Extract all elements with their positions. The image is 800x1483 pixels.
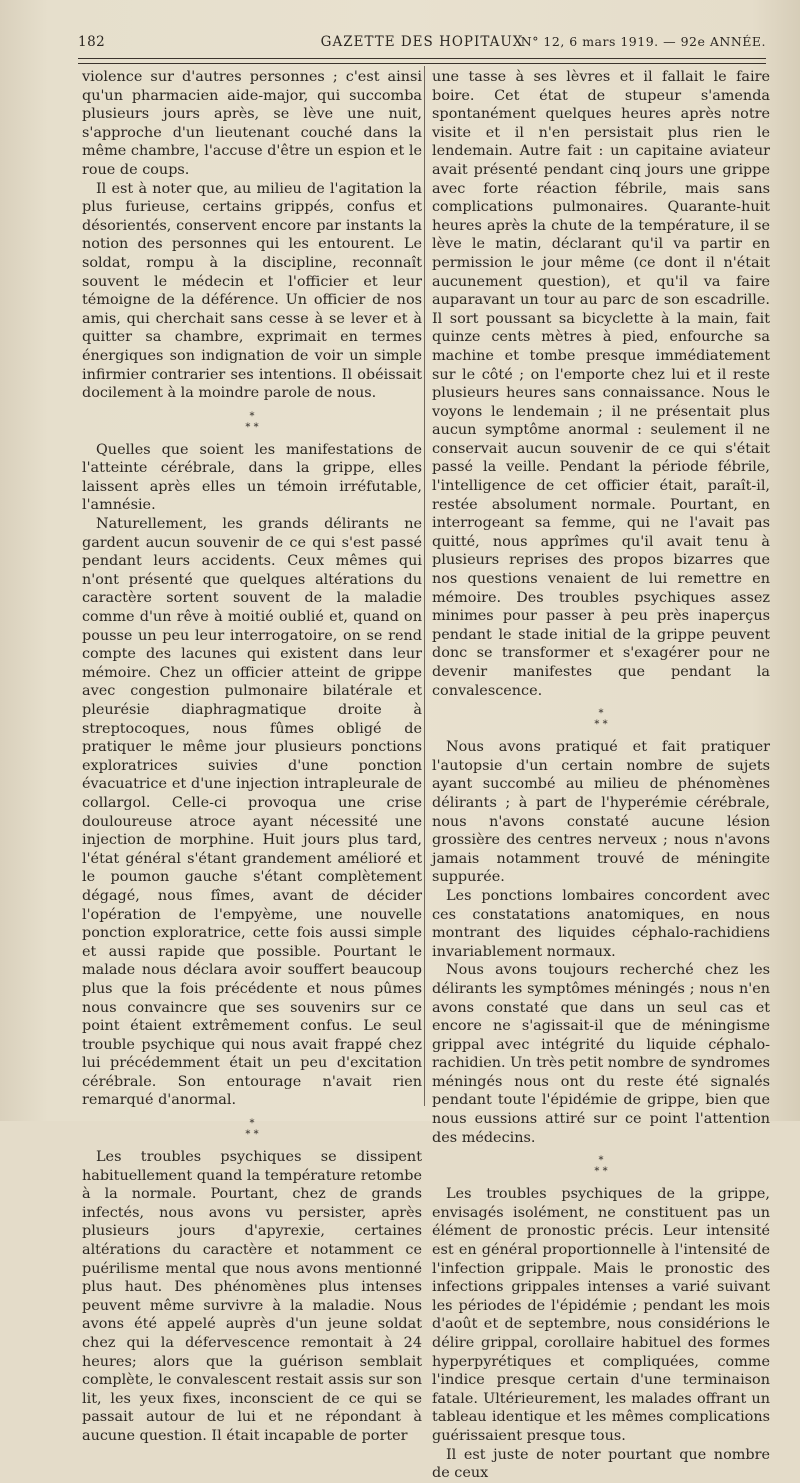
paragraph: une tasse à ses lèvres et il fallait le faire boire. Cet état de stupeur s'amenda spontanément quelques heures après notre visite et il n'en persistait plus rien le lendemain. Autre fait : un capitaine aviateur avait présenté pendant cinq jours une grippe avec forte réaction fébrile, mais sans complications pulmonaires. Quarante-huit heures après la chute de la température, il se lève le matin, déclarant qu'il va partir en permission le jour même (ce dont il n'était aucunement question), et qu'il va faire auparavant un tour au parc de son escadrille. Il sort poussant sa bicyclette à la main, fait quinze cents mètres à pied, enfourche sa machine et tombe presque immédiatement sur le côté ; on l'emporte chez lui et il reste plusieurs heures sans connaissance. Nous le voyons le lendemain ; il ne présentait plus aucun symptôme anormal : seulement il ne conservait aucun souvenir de ce qui s'était passé la veille. Pendant la période fébrile, l'intelligence de cet officier était, paraît-il, restée absolument normale. Pourtant, en interrogeant sa femme, qui ne l'avait pas quitté, nous apprîmes qu'il avait tenu à plusieurs reprises des propos bizarres que nos questions venaient de lui remettre en mémoire. Des troubles psychiques assez minimes pour passer à peu près inaperçus pendant le stade initial de la grippe peuvent donc se transformer et s'exagérer pour ne devenir manifestes que pendant la convalescence. xyxy=(432,69,770,699)
page-number: 182 xyxy=(78,34,106,50)
issue-info: N° 12, 6 mars 1919. — 92e ANNÉE. xyxy=(520,34,766,49)
paragraph: Naturellement, les grands délirants ne gardent aucun souvenir de ce qui s'est passé pendant leurs accidents. Ceux mêmes qui n'ont présenté que quelques altérations du caractère sortent souvent de la maladie comme d'un rêve à moitié oublié et, quand on pousse un peu leur interrogatoire, on se rend compte des lacunes qui existent dans leur mémoire. Chez un officier atteint de grippe avec congestion pulmonaire bilatérale et pleurésie diaphragmatique droite à streptocoques, nous fûmes obligé de pratiquer le même jour plusieurs ponctions exploratrices suivies d'une ponction évacuatrice et d'une injection intrapleurale de collargol. Celle-ci provoqua une crise douloureuse atroce ayant nécessité une injection de morphine. Huit jours plus tard, l'état général s'étant grandement amélioré et le poumon gauche s'étant complètement dégagé, nous fîmes, avant de décider l'opération de l'empyème, une nouvelle ponction exploratrice, cette fois aussi simple et aussi rapide que possible. Pourtant le malade nous déclara avoir souffert beaucoup plus que la fois précédente et nous pûmes nous convaincre que ses souvenirs sur ce point étaient extrêmement confus. Le seul trouble psychique qui nous avait frappé chez lui précédemment était un peu d'excitation cérébrale. Son entourage n'avait rien remarqué d'anormal. xyxy=(82,516,422,1109)
section-asterism: * * * xyxy=(245,1118,259,1141)
left-column xyxy=(82,68,422,1446)
paragraph: Quelles que soient les manifestations de l'atteinte cérébrale, dans la grippe, elles laissent après elles un témoin irréfutable, l'amnésie. xyxy=(82,441,422,514)
paragraph: Il est juste de noter pourtant que nombre de ceux xyxy=(432,1446,770,1482)
paragraph: Il est à noter que, au milieu de l'agitation la plus furieuse, certains grippés, confus et désorientés, conservent encore par instants la notion des personnes qui les entourent. Le soldat, rompu à la discipline, reconnaît souvent le médecin et l'officier et leur témoigne de la déférence. Un officier de nos amis, qui cherchait sans cesse à se lever et à quitter sa chambre, exprimait en termes énergiques son indignation de voir un simple infirmier contrarier ses intentions. Il obéissait docilement à la moindre parole de nous. xyxy=(82,180,422,402)
paragraph: Nous avons toujours recherché chez les délirants les symptômes méningés ; nous n'en avons constaté que dans un seul cas et encore ne s'agissait-il que de méningisme grippal avec intégrité du liquide céphalo-rachidien. Un très petit nombre de syndromes méningés nous ont du reste été signalés pendant toute l'épidémie de grippe, bien que nous eussions attiré sur ce point l'attention des médecins. xyxy=(432,962,770,1146)
paragraph: violence sur d'autres personnes ; c'est ainsi qu'un pharmacien aide-major, qui succomba plusieurs jours après, se lève une nuit, s'approche d'un lieutenant couché dans la même chambre, l'accuse d'être un espion et le roue de coups. xyxy=(82,69,422,178)
right-column xyxy=(432,68,770,1483)
paragraph: Les troubles psychiques de la grippe, envisagés isolément, ne constituent pas un élément de pronostic précis. Leur intensité est en général proportionnelle à l'intensité de l'infection grippale. Mais le pronostic des infections grippales intenses a varié suivant les périodes de l'épidémie ; pendant les mois d'août et de septembre, nous considérions le délire grippal, corollaire habituel des formes hyperpyrétiques et compliquées, comme l'indice presque certain d'une terminaison fatale. Ultérieurement, les malades offrant un tableau identique et les mêmes complications guérissaient presque tous. xyxy=(432,1186,770,1444)
column-divider xyxy=(424,66,425,1106)
section-asterism: * * * xyxy=(245,410,259,433)
paragraph: Les ponctions lombaires concordent avec ces constatations anatomiques, en nous montrant des liquides céphalo-rachidiens invariablement normaux. xyxy=(432,887,770,960)
section-asterism: * * * xyxy=(594,1155,608,1178)
section-asterism: * * * xyxy=(594,708,608,731)
journal-title: GAZETTE DES HOPITAUX xyxy=(320,34,524,50)
paragraph: Nous avons pratiqué et fait pratiquer l'autopsie d'un certain nombre de sujets ayant succombé au milieu de phénomènes délirants ; à part de l'hyperémie cérébrale, nous n'avons constaté aucune lésion grossière des centres nerveux ; nous n'avons jamais notamment trouvé de méningite suppurée. xyxy=(432,739,770,886)
page-header xyxy=(78,32,766,54)
header-rule xyxy=(78,58,766,64)
paragraph: Les troubles psychiques se dissipent habituellement quand la température retombe à la normale. Pourtant, chez de grands infectés, nous avons vu persister, après plusieurs jours d'apyrexie, certaines altérations du caractère et notamment ce puérilisme mental que nous avons mentionné plus haut. Des phénomènes plus intenses peuvent même survivre à la maladie. Nous avons été appelé auprès d'un jeune soldat chez qui la défervescence remontait à 24 heures; alors que la guérison semblait complète, le convalescent restait assis sur son lit, les yeux fixes, inconscient de ce qui se passait autour de lui et ne répondant à aucune question. Il était incapable de porter xyxy=(82,1149,422,1444)
